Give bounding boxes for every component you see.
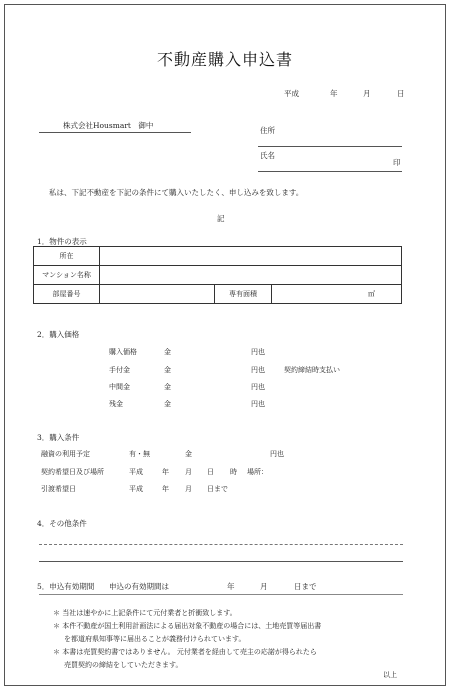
- contract-day: 日: [207, 468, 214, 476]
- name-underline: [258, 171, 402, 172]
- date-era: 平成: [284, 89, 299, 98]
- note-line: を都道府県知事等に届出ることが義務付けられています。: [64, 635, 246, 643]
- delivery-label: 引渡希望日: [41, 485, 76, 493]
- application-form: [4, 4, 446, 686]
- validity-year: 年: [227, 582, 235, 591]
- loan-kin: 金: [185, 450, 192, 458]
- date-month: 月: [363, 89, 371, 98]
- table-row: [34, 247, 402, 266]
- contract-place: 場所：: [247, 468, 268, 476]
- address-underline: [258, 146, 402, 147]
- closing-mark: 以上: [383, 671, 397, 679]
- loan-yen: 円也: [270, 450, 284, 458]
- section3-heading: 3．購入条件: [37, 433, 80, 442]
- deposit-row-yen: 円也: [251, 366, 265, 374]
- section1-heading: 1．物件の表示: [37, 237, 87, 246]
- date-year: 年: [330, 89, 338, 98]
- form-title: 不動産購入申込書: [156, 50, 293, 69]
- note-line: ＊ 本書は売買契約書ではありません。 元付業者を経由して売主の応諾が得られたら: [53, 648, 317, 656]
- balance-row-label: 残金: [109, 400, 123, 408]
- validity-text: 申込の有効期間は: [109, 582, 169, 591]
- deposit-row-note: 契約締結時支払い: [284, 366, 340, 374]
- location-label: 所在: [34, 247, 100, 266]
- location-value: [100, 247, 402, 266]
- validity-until: 日まで: [294, 582, 317, 591]
- price-row-label: 購入価格: [109, 348, 137, 356]
- contract-month: 月: [185, 468, 192, 476]
- address-label: 住所: [260, 126, 275, 135]
- loan-choice: 有・無: [129, 450, 150, 458]
- seal-mark: 印: [393, 158, 401, 167]
- contract-time: 時: [230, 468, 237, 476]
- interim-row-yen: 円也: [251, 383, 265, 391]
- delivery-month: 月: [185, 485, 192, 493]
- ki-mark: 記: [217, 214, 225, 223]
- balance-row-kin: 金: [164, 400, 171, 408]
- deposit-row-kin: 金: [164, 366, 171, 374]
- contract-year: 年: [162, 468, 169, 476]
- interim-row-kin: 金: [164, 383, 171, 391]
- property-table: [33, 246, 402, 304]
- intro-text: 私は、下記不動産を下記の条件にて購入いたしたく、申し込みを致します。: [49, 188, 304, 197]
- contract-era: 平成: [129, 468, 143, 476]
- note-line: ＊ 本件不動産が国土利用計画法による届出対象不動産の場合には、土地売買等届出書: [53, 622, 322, 630]
- mansion-value: [100, 266, 402, 285]
- section5-heading: 5．申込有効期間: [37, 582, 95, 591]
- section2-heading: 2．購入価格: [37, 330, 80, 339]
- delivery-era: 平成: [129, 485, 143, 493]
- other-conditions-line-2: [39, 561, 403, 562]
- mansion-label: マンション名称: [34, 266, 100, 285]
- price-row-yen: 円也: [251, 348, 265, 356]
- note-line: 売買契約の締結をしていただきます。: [64, 661, 183, 669]
- balance-row-yen: 円也: [251, 400, 265, 408]
- deposit-row-label: 手付金: [109, 366, 130, 374]
- section5-rule: [39, 594, 403, 595]
- loan-label: 融資の利用予定: [41, 450, 90, 458]
- table-row: [34, 285, 402, 304]
- section4-heading: 4．その他条件: [37, 519, 87, 528]
- area-unit: ㎡: [272, 285, 402, 304]
- room-value: [100, 285, 215, 304]
- name-label: 氏名: [260, 151, 275, 160]
- recipient: 株式会社Housmart 御中: [63, 121, 154, 130]
- table-row: [34, 266, 402, 285]
- delivery-year: 年: [162, 485, 169, 493]
- room-label: 部屋番号: [34, 285, 100, 304]
- validity-month: 月: [260, 582, 268, 591]
- note-line: ＊ 当社は速やかに上記条件にて元付業者と折衝致します。: [53, 609, 237, 617]
- date-day: 日: [397, 89, 405, 98]
- price-row-kin: 金: [164, 348, 171, 356]
- area-label: 専有面積: [215, 285, 272, 304]
- recipient-underline: [39, 132, 191, 133]
- contract-label: 契約希望日及び場所: [41, 468, 104, 476]
- delivery-until: 日まで: [207, 485, 228, 493]
- other-conditions-line-1: [39, 544, 403, 545]
- interim-row-label: 中間金: [109, 383, 130, 391]
